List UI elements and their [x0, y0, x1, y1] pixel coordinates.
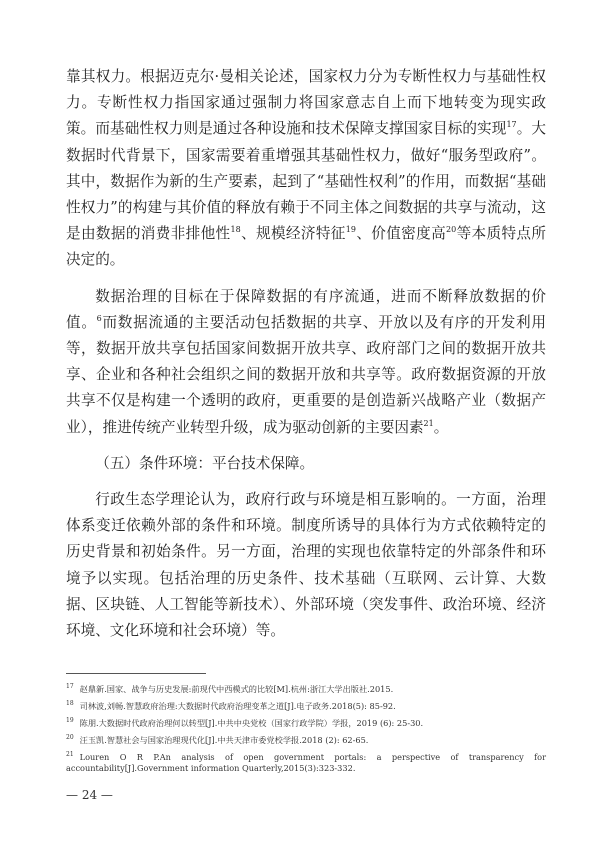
body-text — [66, 64, 546, 644]
footnote-ref-17[interactable]: 17 — [506, 120, 517, 130]
footnote-19: $^{19}$ 陈朋.大数据时代政府治理何以转型[J].中共中央党校（国家行政学院）学报，2019 (6): 25-30. — [66, 717, 424, 728]
footnote-20: $^{20}$ 汪玉凯.智慧社会与国家治理现代化[J].中共天津市委党校学报.2018 (2): 62-65. — [66, 734, 369, 745]
footnote-ref-19[interactable]: 19 — [345, 225, 356, 235]
footnote-17: $^{17}$ 赵鼎新.国家、战争与历史发展:前现代中西模式的比较[M].杭州:浙江大学出版社.2015. — [66, 683, 394, 694]
footnote-divider — [66, 673, 206, 674]
footnote-ref-20[interactable]: 20 — [446, 225, 457, 235]
footnote-21: $^{21}$ Louren O R P.An analysis of open government portals: a perspective of transparency for accountability[J].Government information Quarterly,2015(3):323-332. — [66, 751, 546, 773]
section-heading: （五）条件环境：平台技术保障。 — [95, 454, 315, 472]
footnote-ref-21[interactable]: 21 — [423, 418, 434, 428]
paragraph-1: 靠其权力。根据迈克尔·曼相关论述，国家权力分为专断性权力与基础性权力。专断性权力指国家通过强制力将国家意志自上而下地转变为现实政策。而基础性权力则是通过各种设施和技术保障支撑国家目标的实现$^{17}$。大数据时代背景下，国家需要着重增强其基础性权力，做好“服务型政府”。其中，数据作为新的生产要素，起到了“基础性权利”的作用，而数据“基础性权力”的构建与其价值的释放有赖于不同主体之间数据的共享与流动，这是由数据的消费非排他性$^{18}$、规模经济特征$^{19}$、价值密度高$^{20}$等本质特点所决定的。 — [66, 68, 546, 269]
footnote-ref-18[interactable]: 18 — [230, 225, 241, 235]
paragraph-3: 行政生态学理论认为，政府行政与环境是相互影响的。一方面，治理体系变迁依赖外部的条件和环境。制度所诱导的具体行为方式依赖特定的历史背景和初始条件。另一方面，治理的实现也依靠特定的外部条件和环境予以实现。包括治理的历史条件、技术基础（互联网、云计算、大数据、区块链、人工智能等新技术）、外部环境（突发事件、政治环境、经济环境、文化环境和社会环境）等。 — [66, 491, 546, 640]
footnotes — [66, 684, 546, 780]
footnote-18: $^{18}$ 司林波,刘畅.智慧政府治理:大数据时代政府治理变革之道[J].电子政务.2018(5): 85-92. — [66, 700, 396, 711]
footnote-ref-6[interactable]: 6 — [96, 313, 102, 323]
page-number: — 24 — — [66, 788, 113, 802]
paragraph-2: 数据治理的目标在于保障数据的有序流通，进而不断释放数据的价值。$^6$而数据流通的主要活动包括数据的共享、开放以及有序的开发利用等，数据开放共享包括国家间数据开放共享、政府部门之间的数据开放共享、企业和各种社会组织之间的数据开放和共享等。政府数据资源的开放共享不仅是构建一个透明的政府，更重要的是创造新兴战略产业（数据产业），推进传统产业转型升级，成为驱动创新的主要因素$^{21}$。 — [66, 287, 546, 436]
